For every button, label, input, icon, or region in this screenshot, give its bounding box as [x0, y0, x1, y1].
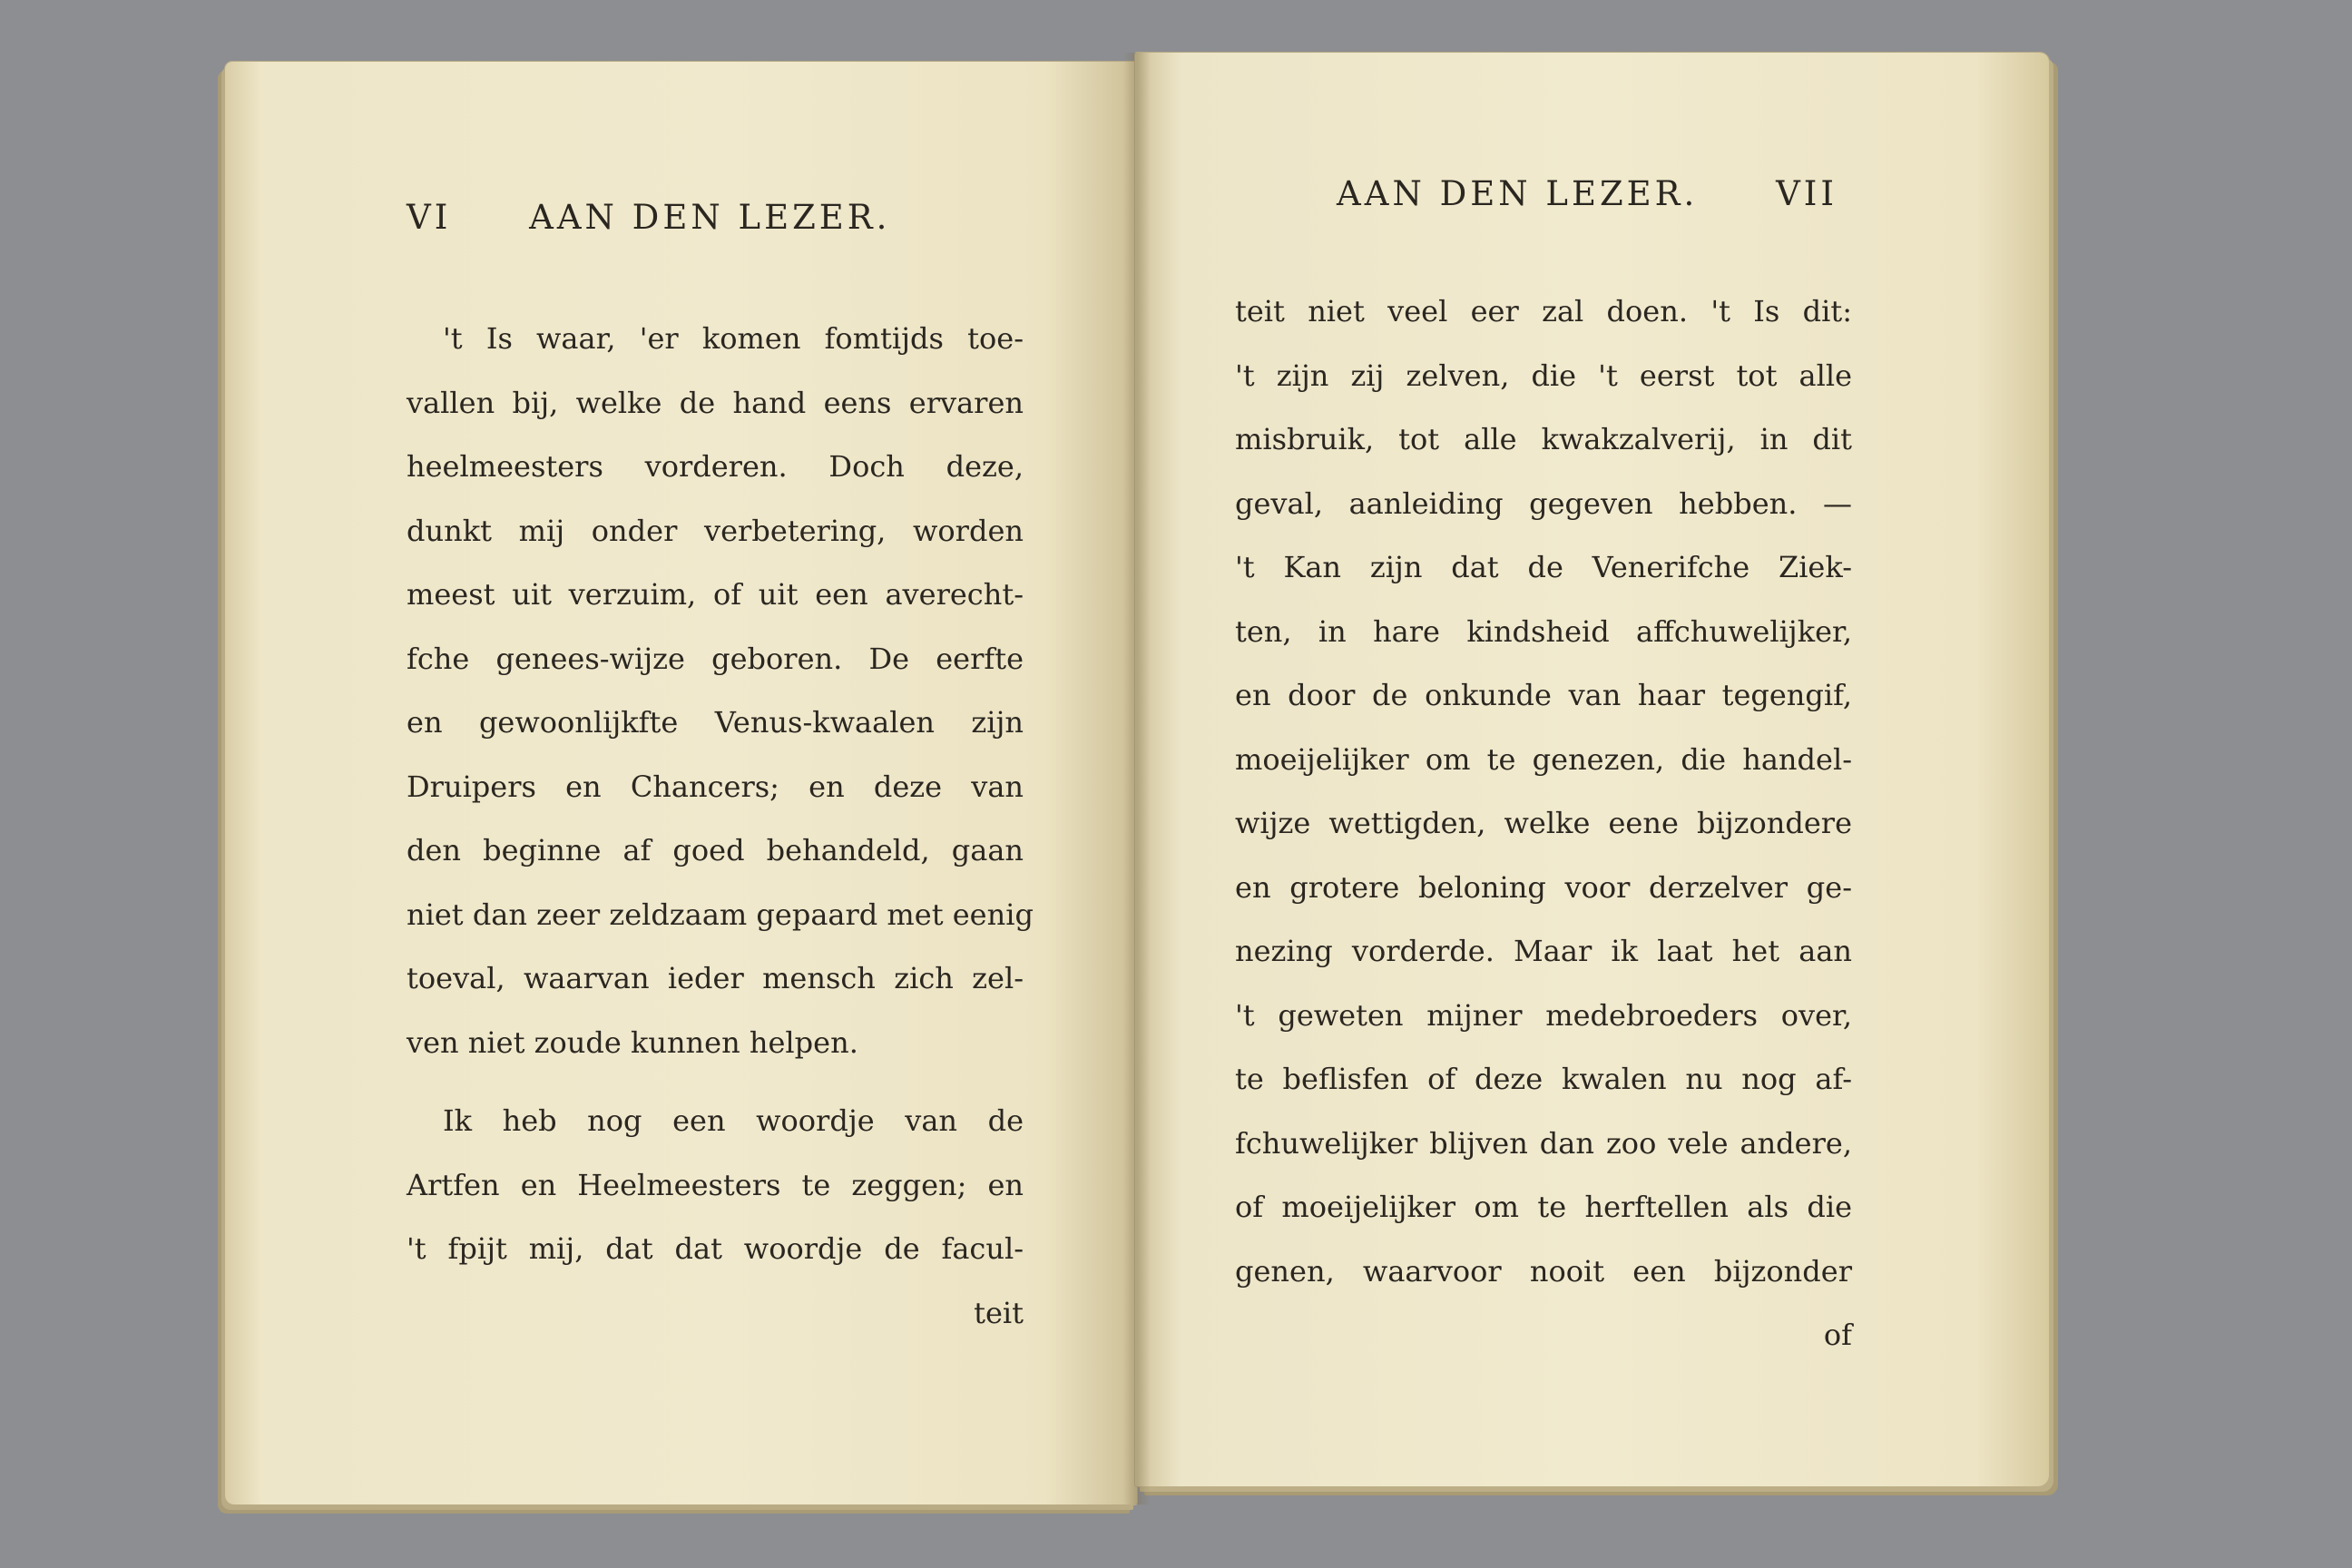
text-line: 't zijn zij zelven, die 't eerst tot alle	[1235, 358, 1852, 393]
paragraph-gap	[407, 1074, 1024, 1089]
text-line: fchuwelijker blijven dan zoo vele andere,	[1235, 1125, 1852, 1161]
text-line: vallen bij, welke de hand eens ervaren	[407, 385, 1024, 420]
text-line: Ik heb nog een woordje van de	[443, 1103, 1024, 1138]
text-line: ten, in hare kindsheid affchuwelijker,	[1235, 613, 1852, 649]
open-book	[225, 53, 2049, 1504]
text-line: 't Kan zijn dat de Venerifche Ziek-	[1235, 550, 1852, 584]
right-text-block	[1235, 279, 1852, 1367]
text-line: en gewoonlijkfte Venus-kwaalen zijn	[407, 705, 1024, 740]
catchword-left: teit	[974, 1295, 1024, 1330]
text-line: teit niet veel eer zal doen. 't Is dit:	[1235, 294, 1852, 328]
running-head-left	[407, 198, 890, 237]
text-line: ven niet zoude kunnen helpen.	[407, 1024, 858, 1060]
text-line: 't geweten mijner medebroeders over,	[1235, 997, 1852, 1033]
catchword-right: of	[1823, 1318, 1852, 1352]
text-line: of moeijelijker om te herftellen als die	[1235, 1190, 1852, 1224]
left-page	[225, 62, 1137, 1504]
page-number-left: VI	[407, 198, 452, 237]
text-line: heelmeesters vorderen. Doch deze,	[407, 449, 1024, 484]
text-line: niet dan zeer zeldzaam gepaard met eenig	[407, 897, 1034, 932]
text-line: te beflisfen of deze kwalen nu nog af-	[1235, 1062, 1852, 1096]
page-number-right: VII	[1776, 174, 1838, 213]
text-line: wijze wettigden, welke eene bijzondere	[1235, 806, 1852, 840]
running-head-right	[1337, 174, 1838, 213]
left-text-block	[407, 307, 1034, 1345]
text-line: en grotere beloning voor derzelver ge-	[1235, 869, 1852, 905]
right-page	[1135, 53, 2049, 1486]
text-line: en door de onkunde van haar tegengif,	[1235, 678, 1852, 712]
text-line: fche genees-wijze geboren. De eerfte	[407, 641, 1024, 676]
running-head-title-left: AAN DEN LEZER.	[529, 198, 891, 237]
text-line: dunkt mij onder verbetering, worden	[407, 513, 1024, 548]
text-line: 't fpijt mij, dat dat woordje de facul-	[407, 1231, 1024, 1266]
text-line: Artfen en Heelmeesters te zeggen; en	[407, 1167, 1024, 1202]
text-line: nezing vorderde. Maar ik laat het aan	[1235, 934, 1852, 968]
text-line: moeijelijker om te genezen, die handel-	[1235, 741, 1852, 777]
text-line: toeval, waarvan ieder mensch zich zel-	[407, 961, 1024, 995]
text-line: misbruik, tot alle kwakzalverij, in dit	[1235, 422, 1852, 456]
text-line: Druipers en Chancers; en deze van	[407, 769, 1024, 804]
text-line: geval, aanleiding gegeven hebben. —	[1235, 485, 1852, 521]
text-line: meest uit verzuim, of uit een averecht-	[407, 577, 1024, 612]
text-line: den beginne af goed behandeld, gaan	[407, 833, 1024, 867]
text-line: genen, waarvoor nooit een bijzonder	[1235, 1253, 1852, 1289]
text-line: 't Is waar, 'er komen fomtijds toe-	[443, 321, 1024, 356]
running-head-title-right: AAN DEN LEZER.	[1337, 174, 1699, 213]
